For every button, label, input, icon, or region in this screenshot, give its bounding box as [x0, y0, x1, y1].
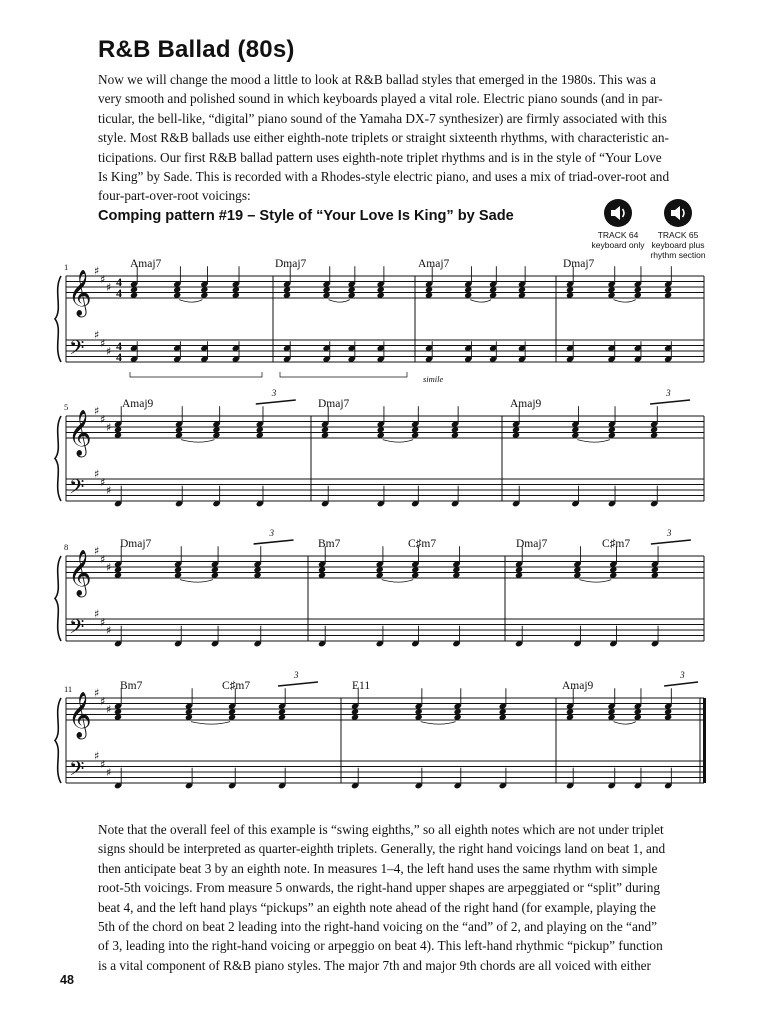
section-heading: R&B Ballad (80s)	[98, 36, 295, 63]
chord-symbol: Amaj7	[130, 258, 162, 270]
track-description: keyboard plus	[651, 240, 705, 250]
body-line: then anticipate beat 3 by an eighth note. In measures 1–4, the left hand uses the same rhythm with simple	[98, 860, 658, 876]
sharp-sign: ♯	[94, 467, 100, 481]
tie	[191, 722, 230, 725]
measure-number: 1	[64, 262, 69, 272]
time-sig-top: 4	[116, 339, 122, 353]
sharp-sign: ♯	[106, 703, 112, 716]
track-number: TRACK 64	[597, 230, 639, 240]
intro-line: Now we will change the mood a little to look at R&B ballad styles that emerged in the 1980s. This was a	[98, 72, 656, 87]
simile-mark: simile	[423, 374, 444, 384]
chord-symbol: Dmaj7	[516, 538, 548, 550]
time-sig-bottom: 4	[116, 350, 122, 364]
body-line: 5th of the chord on beat 2 leading into the right-hand voicing on the “and” of 2, and playing on the “and”	[98, 919, 658, 935]
chord-symbol: Dmaj7	[120, 538, 152, 550]
track-number: TRACK 65	[657, 230, 699, 240]
triplet-number: 3	[666, 528, 672, 538]
triplet-number: 3	[293, 670, 299, 680]
brace	[55, 276, 61, 362]
sharp-sign: ♯	[106, 624, 112, 637]
intro-line: four-part-over-root voicings:	[98, 188, 251, 204]
chord-symbol: Dmaj7	[563, 258, 595, 270]
chord-symbol: C♯m7	[408, 538, 437, 550]
score-notation	[55, 258, 706, 789]
intro-line: ticular, the bell-like, “digital” piano sound of the Yamaha DX-7 synthesizer) are firmly associated with this	[98, 110, 667, 126]
treble-clef: 𝄞	[68, 692, 92, 738]
treble-clef: 𝄞	[68, 270, 92, 316]
intro-line: Is King” by Sade. This is recorded with a Rhodes-style electric piano, and uses a mix of triad-over-root and	[98, 169, 670, 185]
measure-number: 8	[64, 542, 69, 552]
sharp-sign: ♯	[94, 749, 100, 763]
sharp-sign: ♯	[100, 475, 106, 489]
bass-clef: 𝄢	[69, 475, 85, 503]
sharp-sign: ♯	[94, 544, 100, 558]
bass-clef: 𝄢	[69, 615, 85, 643]
body-line: root-5th voicings. From measure 5 onwards, the right-hand upper shapes are arpeggiated or “split” during	[98, 880, 661, 896]
chord-symbol: Bm7	[120, 680, 143, 692]
sharp-sign: ♯	[106, 345, 112, 358]
sharp-sign: ♯	[100, 694, 106, 708]
body-line: beat 4, and the left hand plays “pickups” an eighth note ahead of the right hand (for example, playing the	[98, 899, 656, 915]
beam	[664, 682, 698, 686]
sharp-sign: ♯	[100, 615, 106, 629]
sharp-sign: ♯	[106, 281, 112, 294]
tie	[383, 440, 413, 443]
chord-symbol: Amaj9	[122, 398, 154, 410]
sharp-sign: ♯	[106, 561, 112, 574]
grouping-bracket	[130, 372, 262, 377]
triplet-number: 3	[680, 670, 685, 680]
beam	[278, 682, 318, 686]
tie	[180, 580, 213, 583]
page-number: 48	[60, 973, 74, 987]
sharp-sign: ♯	[106, 421, 112, 434]
sharp-sign: ♯	[100, 552, 106, 566]
tie	[614, 722, 636, 725]
tie	[382, 580, 414, 583]
brace	[55, 698, 61, 783]
sharp-sign: ♯	[106, 766, 112, 779]
body-paragraph	[98, 820, 676, 975]
sharp-sign: ♯	[100, 336, 106, 350]
brace	[55, 556, 61, 641]
body-line: of 3, leading into the right-hand voicing or arpeggio on beat 4). This left-hand rhythmic “pickup” function	[98, 938, 663, 954]
chord-symbol: E11	[352, 680, 371, 692]
chord-symbol: Amaj7	[418, 258, 450, 270]
tie	[421, 722, 456, 725]
measure-number: 5	[64, 402, 69, 412]
sharp-sign: ♯	[94, 607, 100, 621]
tie	[470, 300, 491, 303]
beam	[651, 540, 691, 544]
sharp-sign: ♯	[100, 757, 106, 771]
sharp-sign: ♯	[106, 484, 112, 497]
sharp-sign: ♯	[100, 272, 106, 286]
triplet-number: 3	[666, 388, 671, 398]
treble-clef: 𝄞	[68, 410, 92, 456]
sharp-sign: ♯	[94, 404, 100, 418]
body-line: signs should be interpreted as quarter-eighth triplets. Generally, the right hand voicings land on beat 1, and	[98, 841, 666, 857]
chord-symbol: Amaj9	[510, 398, 542, 410]
final-barline	[703, 698, 706, 783]
body-line: Note that the overall feel of this example is “swing eighths,” so all eighth notes which are not under triplet	[98, 822, 664, 837]
chord-symbol: Amaj9	[562, 680, 594, 692]
tie	[579, 580, 611, 583]
bass-clef: 𝄢	[69, 757, 85, 785]
treble-clef: 𝄞	[68, 550, 92, 596]
triplet-number: 3	[271, 388, 277, 398]
chord-symbol: Bm7	[318, 538, 341, 550]
tie	[329, 300, 350, 303]
bass-clef: 𝄢	[69, 336, 85, 364]
beam	[256, 400, 296, 404]
measure-number: 11	[64, 684, 73, 694]
chord-symbol: Dmaj7	[275, 258, 307, 270]
intro-line: ticipations. Our first R&B ballad pattern uses eighth-note triplet rhythms and is in the style of “Your Love	[98, 149, 662, 165]
sharp-sign: ♯	[94, 264, 100, 278]
triplet-number: 3	[269, 528, 275, 538]
chord-symbol: C♯m7	[602, 538, 631, 550]
intro-line: very smooth and polished sound in which keyboards played a vital role. Electric piano sounds (and in par-	[98, 91, 663, 107]
tie	[577, 440, 609, 443]
grouping-bracket	[280, 372, 407, 377]
chord-symbol: C♯m7	[222, 680, 251, 692]
track-description: rhythm section	[650, 250, 706, 260]
tie	[179, 300, 202, 303]
time-sig-bottom: 4	[116, 286, 122, 300]
beam	[254, 540, 294, 544]
tie	[614, 300, 636, 303]
brace	[55, 416, 61, 501]
sharp-sign: ♯	[94, 328, 100, 342]
intro-line: style. Most R&B ballads use either eighth-note triplets or straight sixteenth rhythms, with characteristic an-	[98, 130, 669, 146]
sharp-sign: ♯	[100, 412, 106, 426]
chord-symbol: Dmaj7	[318, 398, 350, 410]
sharp-sign: ♯	[94, 686, 100, 700]
time-sig-top: 4	[116, 275, 122, 289]
tie	[181, 440, 214, 443]
body-line: is a vital component of R&B piano styles. The major 7th and major 9th chords are all voiced with either	[98, 957, 651, 973]
beam	[650, 400, 690, 404]
track-description: keyboard only	[591, 240, 645, 250]
pattern-subheading: Comping pattern #19 – Style of “Your Love Is King” by Sade	[98, 208, 514, 224]
